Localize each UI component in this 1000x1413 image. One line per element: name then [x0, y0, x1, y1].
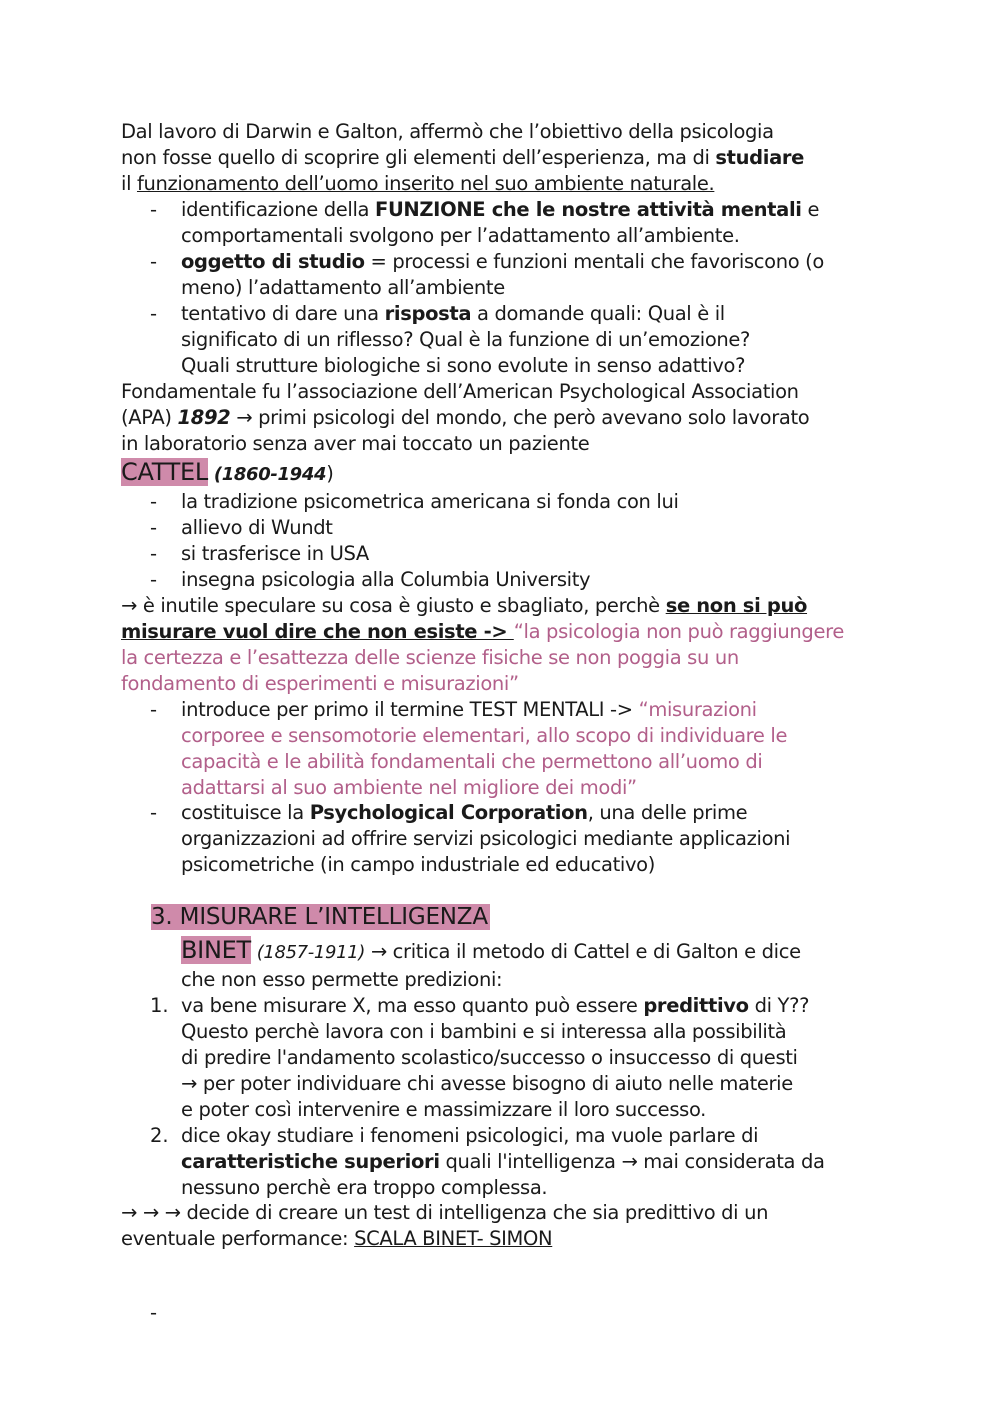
- highlighted-heading: [151, 904, 490, 930]
- paragraph-line: [121, 593, 807, 619]
- bullet-dash: -: [150, 250, 158, 273]
- text: comportamentali svolgono per l’adattamento all’ambiente.: [181, 224, 740, 247]
- text: che non esso permette predizioni:: [181, 968, 503, 991]
- text: Dal lavoro di Darwin e Galton, affermò che l’obiettivo della psicologia: [121, 120, 774, 143]
- bullet-line: [181, 826, 790, 852]
- bold-text: risposta: [384, 302, 472, 325]
- paragraph-line: [121, 171, 714, 197]
- paragraph-line: [121, 405, 809, 431]
- list-line: [181, 1175, 547, 1201]
- list-number: 1.: [150, 994, 169, 1017]
- bullet-dash: -: [150, 568, 158, 591]
- quote-line: [181, 749, 762, 775]
- text: in laboratorio senza aver mai toccato un paziente: [121, 432, 590, 455]
- text: il: [121, 172, 137, 195]
- quote-text: corporee e sensomotorie elementari, allo scopo di individuare le: [181, 724, 788, 747]
- text: = processi e funzioni mentali che favoriscono (o: [364, 250, 824, 273]
- highlighted-name: CATTEL: [121, 458, 208, 486]
- text: allievo di Wundt: [181, 516, 333, 539]
- text: significato di un riflesso? Qual è la funzione di un’emozione?: [181, 328, 751, 351]
- binet-heading: [181, 935, 801, 968]
- list-number: 2.: [150, 1124, 169, 1147]
- quote-text: “misurazioni: [638, 698, 757, 721]
- list-line: [181, 1097, 706, 1123]
- bullet-line: [181, 223, 740, 249]
- bullet-dash: -: [150, 198, 158, 221]
- text: psicometriche (in campo industriale ed educativo): [181, 853, 655, 876]
- text: Questo perchè lavora con i bambini e si interessa alla possibilità: [181, 1020, 787, 1043]
- section-number: 3.: [151, 904, 173, 930]
- text: organizzazioni ad offrire servizi psicologici mediante applicazioni: [181, 827, 791, 850]
- bullet-line: [181, 541, 369, 567]
- bullet-line: [181, 515, 333, 541]
- text: meno) l’adattamento all’ambiente: [181, 276, 505, 299]
- text: va bene misurare X, ma esso quanto può essere: [181, 994, 644, 1017]
- text: e poter così intervenire e massimizzare il loro successo.: [181, 1098, 707, 1121]
- dates-text: (1857-1911): [256, 942, 365, 963]
- bold-text: Psychological Corporation: [309, 801, 588, 824]
- list-line: [181, 1123, 758, 1149]
- bullet-dash: -: [150, 302, 158, 325]
- paragraph-line: [121, 1226, 552, 1252]
- paragraph-line: [121, 119, 774, 145]
- bullet-line: [181, 800, 747, 826]
- quote-text: capacità e le abilità fondamentali che permettono all’uomo di: [181, 750, 763, 773]
- bold-text: studiare: [715, 146, 805, 169]
- text: costituisce la: [181, 801, 310, 824]
- list-line: [181, 1045, 798, 1071]
- quote-line: [121, 671, 519, 697]
- bullet-dash: -: [150, 516, 158, 539]
- bold-text: oggetto di studio: [181, 250, 365, 273]
- bullet-line: [181, 852, 655, 878]
- underlined-text: funzionamento dell’uomo inserito nel suo ambiente naturale.: [136, 172, 715, 195]
- bullet-line: [181, 489, 679, 515]
- paragraph-line: [181, 967, 502, 993]
- paragraph-line: [121, 431, 589, 457]
- bullet-dash: -: [150, 1301, 158, 1324]
- bullet-line: [181, 275, 505, 301]
- bold-text: FUNZIONE che le nostre attività mentali: [374, 198, 802, 221]
- paragraph-line: [121, 1200, 768, 1226]
- list-line: [181, 993, 809, 1019]
- text: identificazione della: [181, 198, 375, 221]
- text: non fosse quello di scoprire gli elementi dell’esperienza, ma di: [121, 146, 716, 169]
- text: introduce per primo il termine TEST MENTALI ->: [181, 698, 639, 721]
- text: la tradizione psicometrica americana si fonda con lui: [181, 490, 679, 513]
- quote-line: [181, 723, 787, 749]
- list-line: [181, 1071, 793, 1097]
- text: quali l'intelligenza → mai considerata da: [439, 1150, 825, 1173]
- quote-text: fondamento di esperimenti e misurazioni”: [121, 672, 519, 695]
- underlined-text: SCALA BINET- SIMON: [354, 1227, 553, 1250]
- text: → è inutile speculare su cosa è giusto e sbagliato, perchè: [121, 594, 666, 617]
- bold-underlined-text: se non si può: [665, 594, 808, 617]
- highlighted-name: BINET: [181, 936, 251, 964]
- bullet-line: [181, 697, 757, 723]
- bullet-line: [181, 353, 745, 379]
- section-heading: [151, 902, 490, 932]
- bullet-line: [181, 567, 590, 593]
- cattel-heading: [121, 457, 333, 490]
- list-line: [181, 1019, 786, 1045]
- bullet-dash: -: [150, 490, 158, 513]
- text: , una delle prime: [587, 801, 748, 824]
- text: → primi psicologi del mondo, che però avevano solo lavorato: [230, 406, 810, 429]
- quote-text: adattarsi al suo ambiente nel migliore dei modi”: [181, 776, 637, 799]
- text: → critica il metodo di Cattel e di Galton e dice: [365, 940, 801, 963]
- bullet-dash: -: [150, 801, 158, 824]
- text: → → → decide di creare un test di intelligenza che sia predittivo di un: [121, 1201, 769, 1224]
- dates-text: (1860-1944: [213, 464, 327, 485]
- text: di predire l'andamento scolastico/successo o insuccesso di questi: [181, 1046, 798, 1069]
- bullet-line: [181, 327, 750, 353]
- text: nessuno perchè era troppo complessa.: [181, 1176, 548, 1199]
- paragraph-line: [121, 379, 799, 405]
- text: di Y??: [748, 994, 810, 1017]
- quote-text: la certezza e l’esattezza delle scienze fisiche se non poggia su un: [121, 646, 739, 669]
- bullet-line: [181, 249, 824, 275]
- text: tentativo di dare una: [181, 302, 385, 325]
- bold-text: predittivo: [643, 994, 749, 1017]
- list-line: [181, 1149, 825, 1175]
- bullet-line: [181, 197, 819, 223]
- bold-underlined-text: misurare vuol dire che non esiste ->: [121, 620, 514, 643]
- quote-text: “la psicologia non può raggiungere: [513, 620, 844, 643]
- text: → per poter individuare chi avesse bisogno di aiuto nelle materie: [181, 1072, 793, 1095]
- section-title: MISURARE L’INTELLIGENZA: [179, 904, 488, 930]
- paragraph-line: [121, 145, 804, 171]
- quote-line: [181, 775, 637, 801]
- text: Fondamentale fu l’associazione dell’American Psychological Association: [121, 380, 799, 403]
- text: eventuale performance:: [121, 1227, 355, 1250]
- text: a domande quali: Qual è il: [471, 302, 725, 325]
- text: dice okay studiare i fenomeni psicologici, ma vuole parlare di: [181, 1124, 759, 1147]
- bullet-dash: -: [150, 542, 158, 565]
- text: e: [801, 198, 820, 221]
- bold-text: caratteristiche superiori: [181, 1150, 440, 1173]
- text: (APA): [121, 406, 178, 429]
- paragraph-line: [121, 619, 844, 645]
- quote-line: [121, 645, 739, 671]
- bullet-line: [181, 301, 725, 327]
- bullet-dash: -: [150, 698, 158, 721]
- year-text: 1892: [177, 406, 231, 429]
- text: Quali strutture biologiche si sono evolute in senso adattivo?: [181, 354, 746, 377]
- text: si trasferisce in USA: [181, 542, 369, 565]
- text: ): [326, 462, 334, 485]
- text: insegna psicologia alla Columbia University: [181, 568, 591, 591]
